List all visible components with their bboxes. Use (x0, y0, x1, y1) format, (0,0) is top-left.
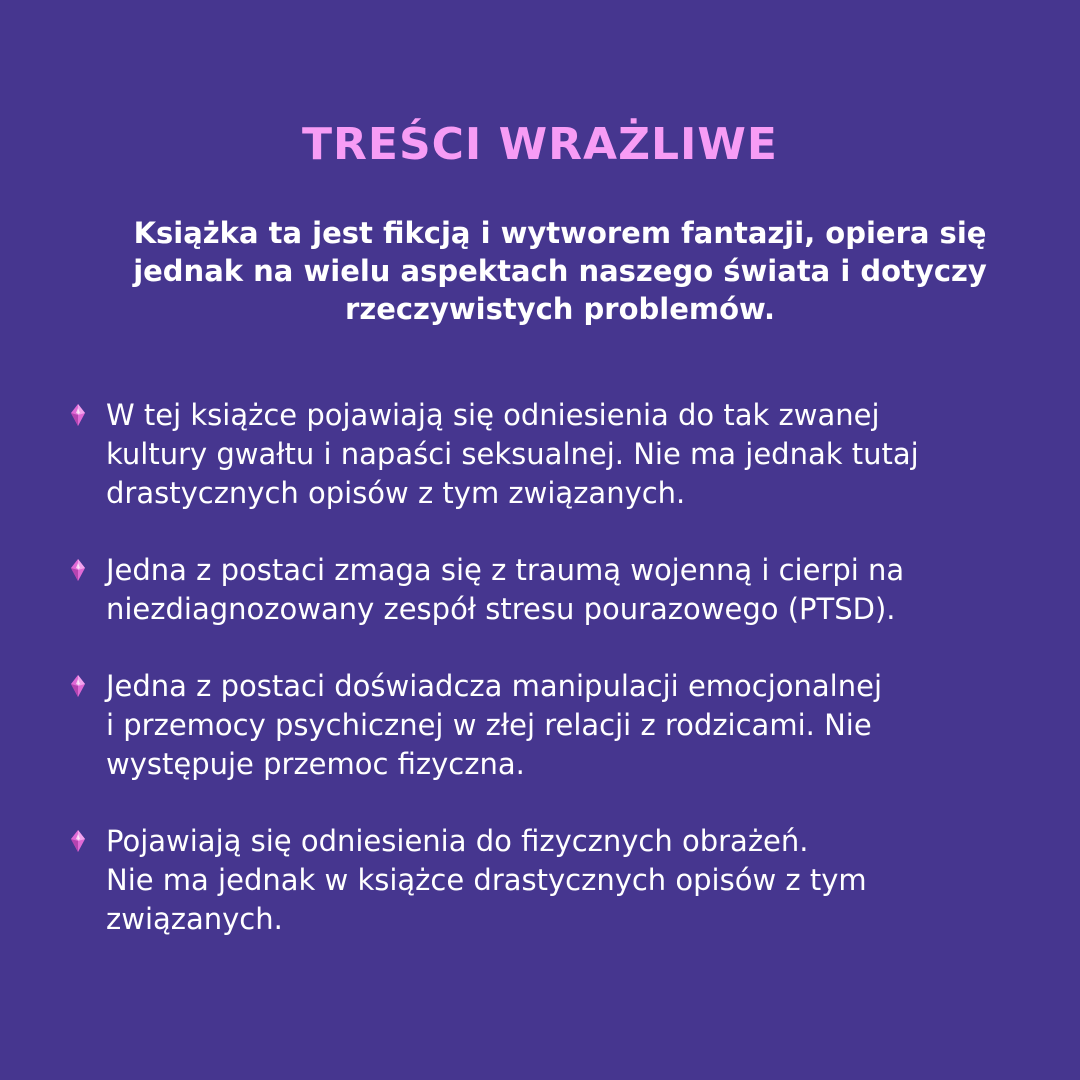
warning-list (0, 396, 1080, 977)
pink-crystal-icon (66, 558, 90, 582)
list-item (0, 551, 1080, 629)
list-item (0, 667, 1080, 784)
page-title: TREŚCI WRAŻLIWE (302, 119, 778, 170)
list-item-text: Jedna z postaci doświadcza manipulacji emocjonalnej i przemocy psychicznej w złej relacji z rodzicami. Nie występuje przemoc fizyczna. (106, 669, 883, 781)
list-item (0, 396, 1080, 513)
list-item-text: W tej książce pojawiają się odniesienia do tak zwanej kultury gwałtu i napaści seksualnej. Nie ma jednak tutaj drastycznych opisów z tym związanych. (106, 398, 919, 510)
pink-crystal-icon (66, 403, 90, 427)
list-item (0, 822, 1080, 939)
pink-crystal-icon (66, 674, 90, 698)
list-item-text: Jedna z postaci zmaga się z traumą wojenną i cierpi na niezdiagnozowany zespół stresu pourazowego (PTSD). (106, 553, 905, 626)
pink-crystal-icon (66, 829, 90, 853)
intro-text: Książka ta jest fikcją i wytworem fantazji, opiera się jednak na wielu aspektach naszego świata i dotyczy rzeczywistych problemów. (133, 216, 987, 326)
list-item-text: Pojawiają się odniesienia do fizycznych obrażeń. Nie ma jednak w książce drastycznych opisów z tym związanych. (106, 824, 867, 936)
